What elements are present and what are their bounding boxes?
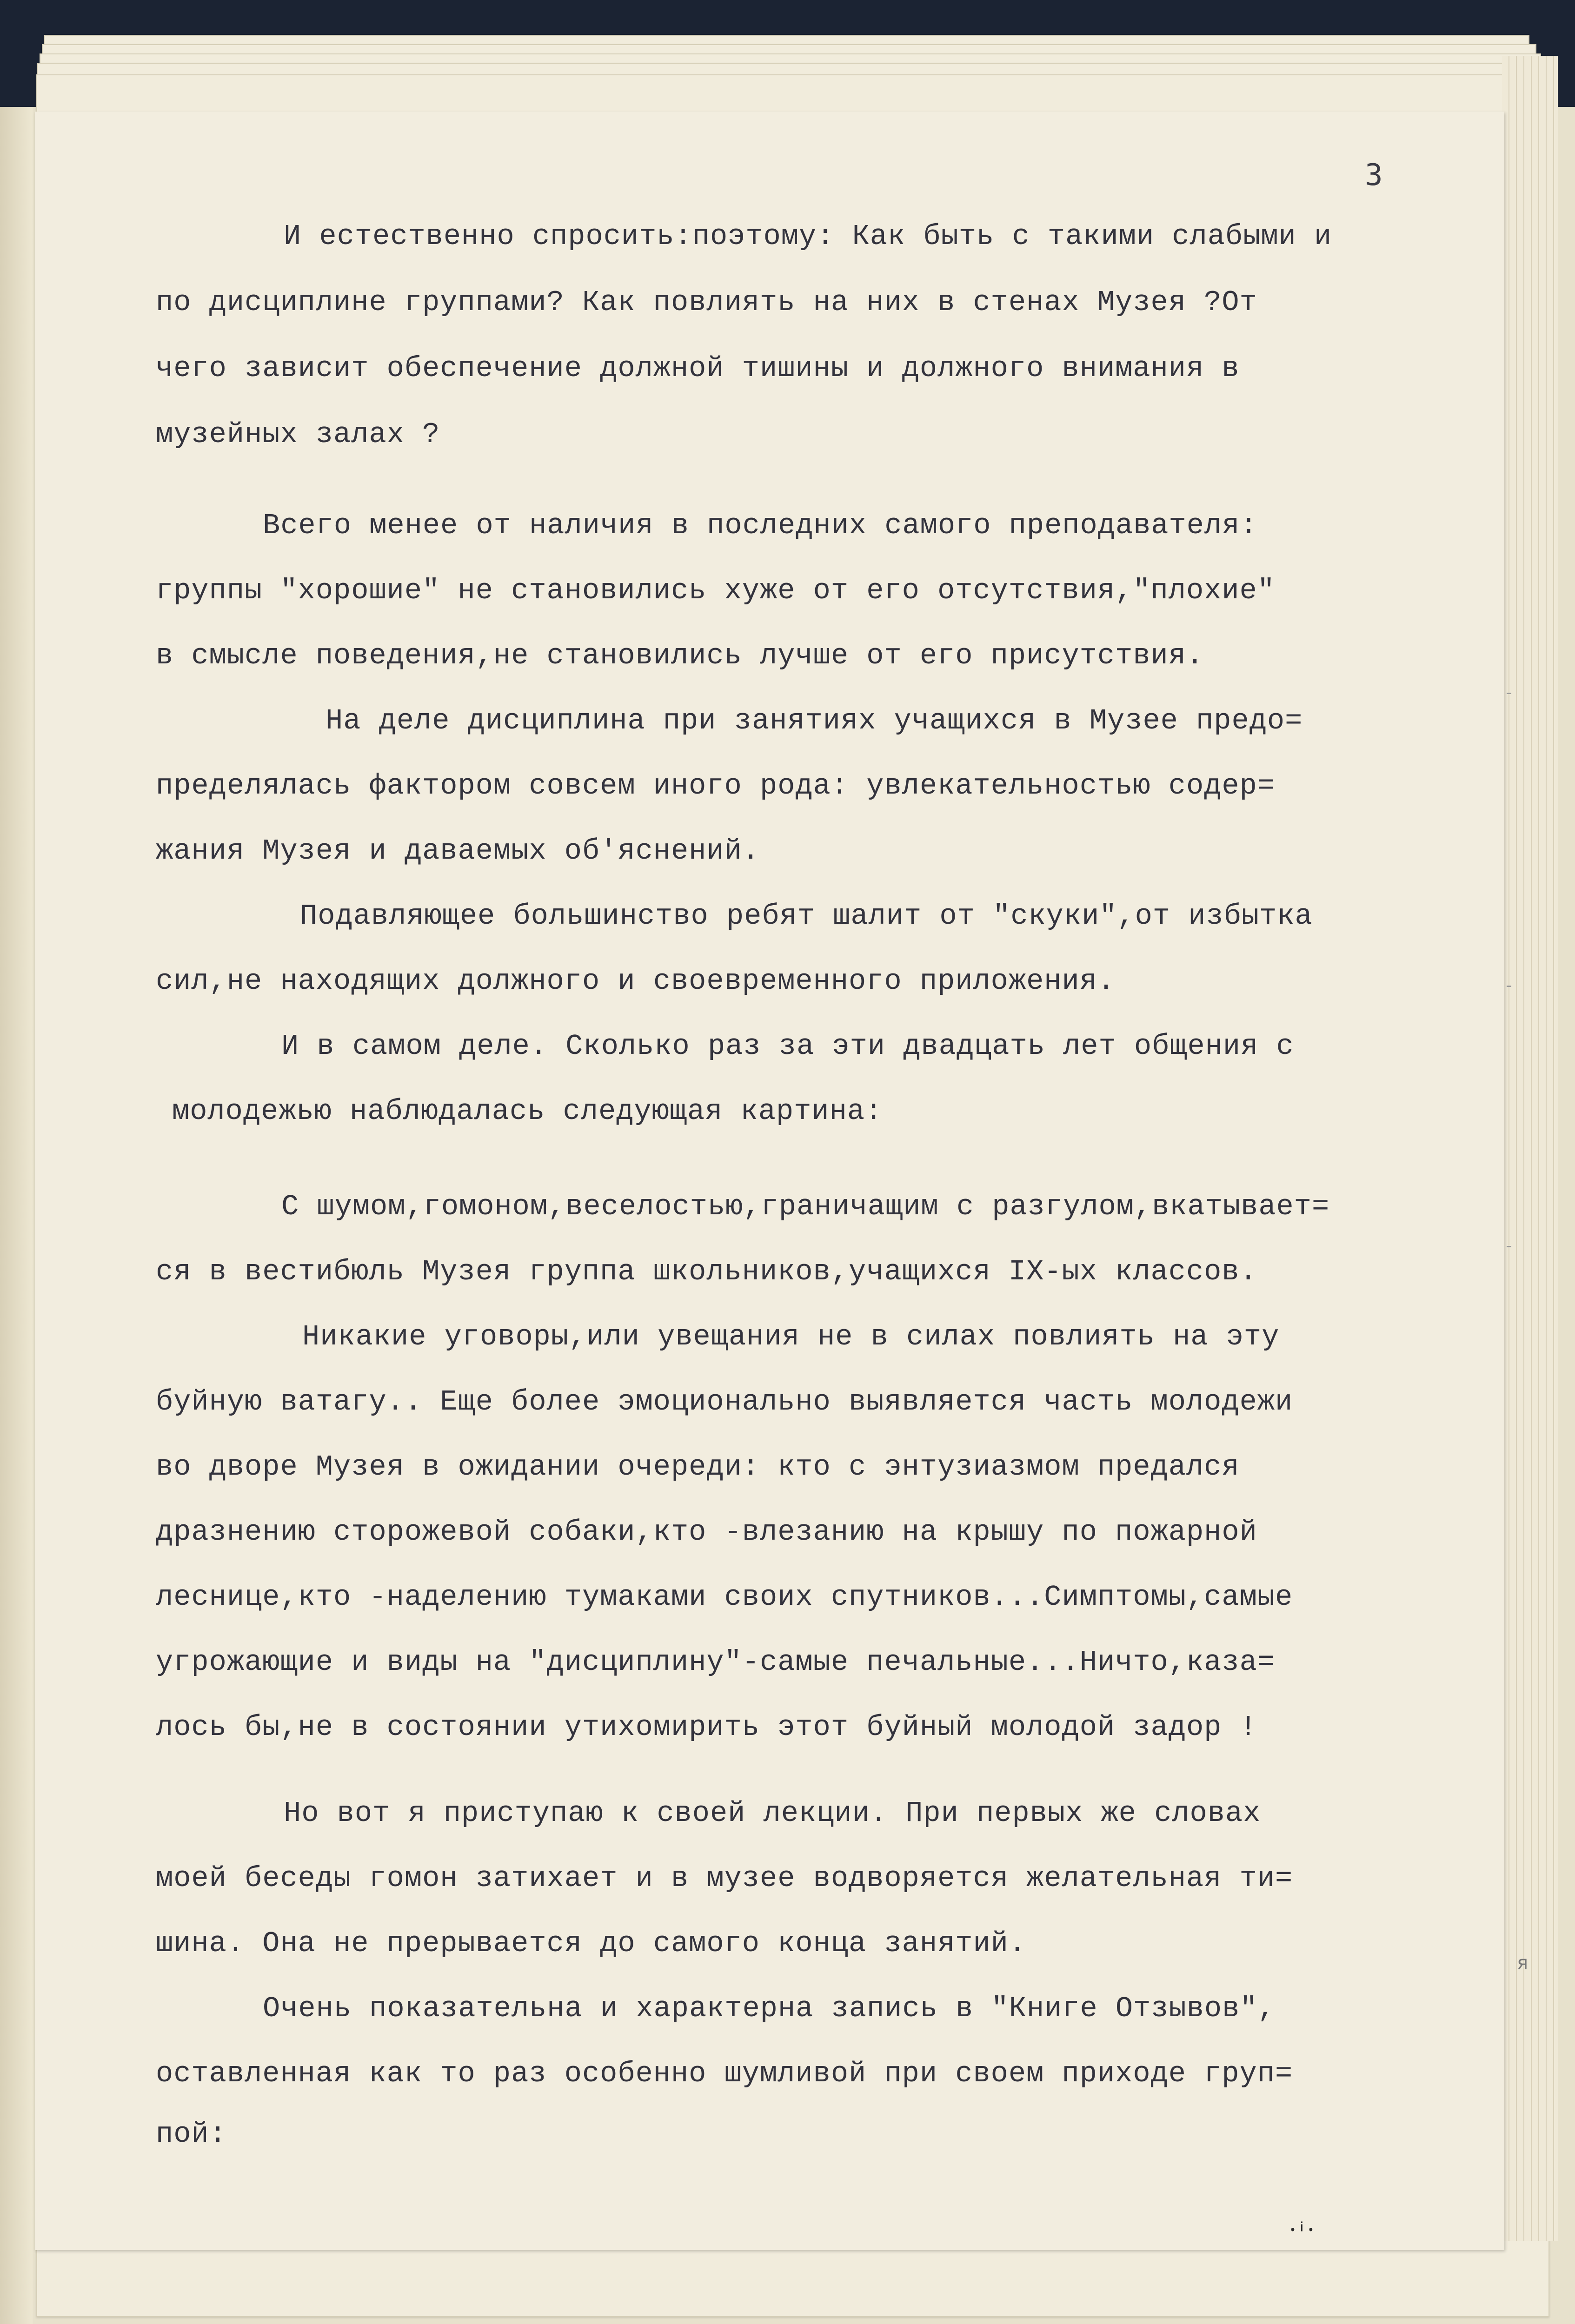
margin-tick bbox=[1507, 693, 1511, 694]
stack-edge-fringe bbox=[1502, 56, 1558, 2241]
ink-mark: ᛫ⁱ᛫ bbox=[1286, 2218, 1318, 2245]
text-line: леснице,кто -наделению тумаками своих спутников...Симптомы,самые bbox=[156, 1581, 1293, 1614]
text-line: пределялась фактором совсем иного рода: увлекательностью содер= bbox=[156, 769, 1275, 802]
text-line: музейных залах ? bbox=[156, 418, 440, 451]
text-line: угрожающие и виды на "дисциплину"-самые печальные...Ничто,каза= bbox=[156, 1646, 1275, 1679]
text-line: дразнению сторожевой собаки,кто -влезанию на крышу по пожарной bbox=[156, 1516, 1257, 1549]
text-line: по дисциплине группами? Как повлиять на них в стенах Музея ?От bbox=[156, 286, 1257, 319]
text-line: лось бы,не в состоянии утихомирить этот буйный молодой задор ! bbox=[156, 1711, 1257, 1744]
text-line: Подавляющее большинство ребят шалит от "скуки",от избытка bbox=[300, 900, 1313, 933]
text-line: во дворе Музея в ожидании очереди: кто с энтузиазмом предался bbox=[156, 1450, 1240, 1483]
text-line: ся в вестибюль Музея группа школьников,учащихся IX-ых классов. bbox=[156, 1255, 1257, 1288]
text-line: Никакие уговоры,или увещания не в силах повлиять на эту bbox=[302, 1320, 1280, 1353]
text-line: жания Музея и даваемых об'яснений. bbox=[156, 834, 760, 867]
text-line: в смысле поведения,не становились лучше от его присутствия. bbox=[156, 639, 1204, 672]
text-line: моей беседы гомон затихает и в музее водворяется желательная ти= bbox=[156, 1862, 1293, 1895]
backing-left-edge bbox=[0, 107, 33, 2324]
text-line: И естественно спросить:поэтому: Как быть с такими слабыми и bbox=[284, 220, 1332, 253]
text-line: С шумом,гомоном,веселостью,граничащим с разгулом,вкатывает= bbox=[281, 1190, 1330, 1223]
margin-tick bbox=[1507, 986, 1511, 987]
text-line: И в самом деле. Сколько раз за эти двадцать лет общения с bbox=[281, 1030, 1294, 1063]
text-line: буйную ватагу.. Еще более эмоционально выявляется часть молодежи bbox=[156, 1385, 1293, 1418]
text-line: На деле дисциплина при занятиях учащихся в Музее предо= bbox=[326, 704, 1303, 737]
text-line: Очень показательна и характерна запись в "Книге Отзывов", bbox=[263, 1992, 1276, 2025]
text-line: молодежью наблюдалась следующая картина: bbox=[172, 1095, 883, 1128]
text-line: пой: bbox=[156, 2118, 227, 2151]
page-number: 3 bbox=[1365, 158, 1383, 192]
text-line: чего зависит обеспечение должной тишины и должного внимания в bbox=[156, 352, 1240, 385]
margin-tick bbox=[1507, 1246, 1511, 1247]
text-line: группы "хорошие" не становились хуже от его отсутствия,"плохие" bbox=[156, 574, 1275, 607]
text-line: Но вот я приступаю к своей лекции. При первых же словах bbox=[284, 1797, 1261, 1830]
text-line: шина. Она не прерывается до самого конца занятий. bbox=[156, 1927, 1027, 1960]
text-line: оставленная как то раз особенно шумливой при своем приходе груп= bbox=[156, 2057, 1293, 2090]
text-line: сил,не находящих должного и своевременного приложения. bbox=[156, 965, 1116, 998]
text-line: Всего менее от наличия в последних самого преподавателя: bbox=[263, 509, 1258, 542]
margin-mark: я bbox=[1517, 1953, 1528, 1974]
